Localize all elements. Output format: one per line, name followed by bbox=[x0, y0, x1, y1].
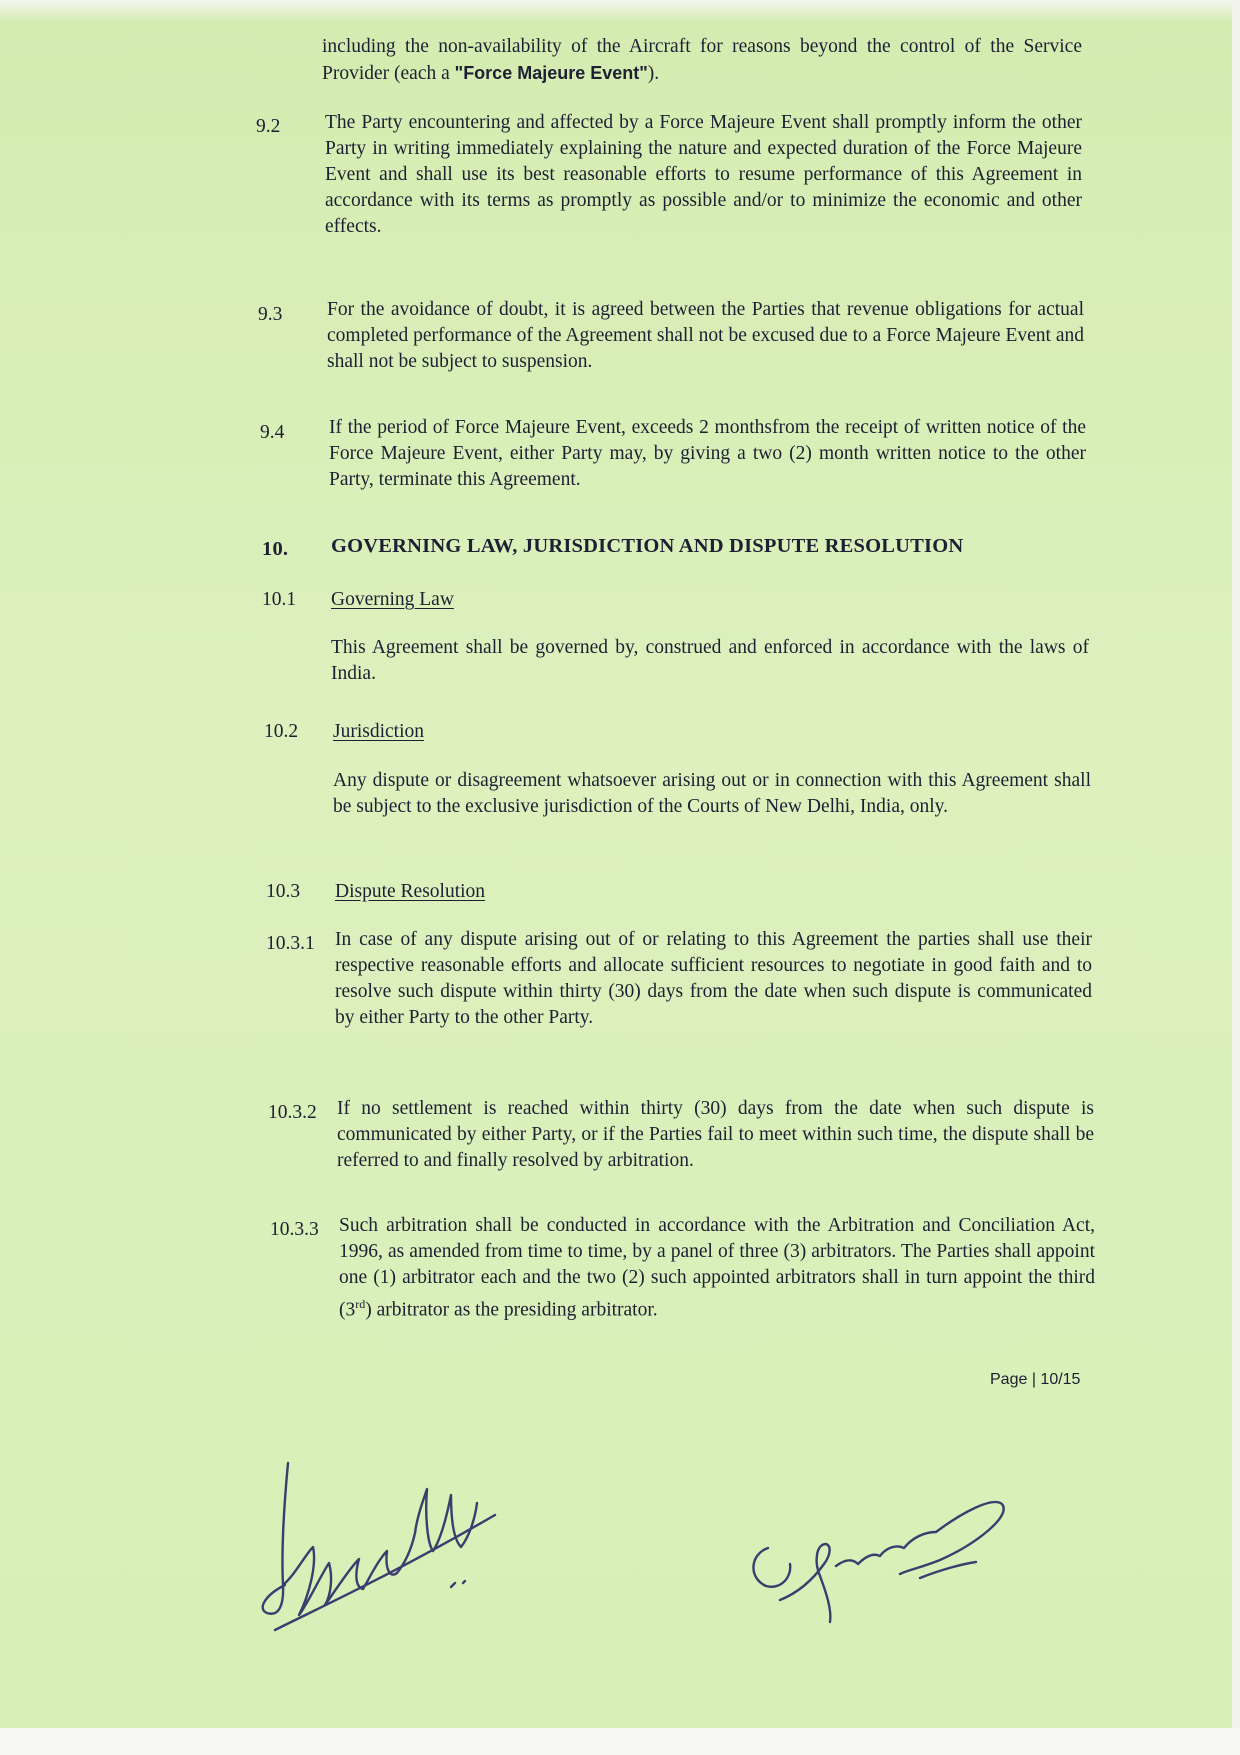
ordinal-superscript: rd bbox=[355, 1297, 366, 1311]
scan-right-edge bbox=[1232, 0, 1240, 1755]
clause-10-2-number: 10.2 bbox=[264, 721, 299, 742]
continuation-end: ). bbox=[647, 63, 660, 84]
clause-10-1-title: Governing Law bbox=[331, 589, 454, 610]
clause-9-4-text: If the period of Force Majeure Event, exceeds 2 monthsfrom the receipt of written notice of the Force Majeure Event, either Party may, by giving a two (2) month written notice to the other Party, terminate this Agreement. bbox=[329, 417, 1086, 490]
clause-10-1-text: This Agreement shall be governed by, construed and enforced in accordance with the laws of India. bbox=[331, 637, 1089, 684]
clause-9-2-number: 9.2 bbox=[256, 116, 281, 137]
clause-10-3-1-text: In case of any dispute arising out of or relating to this Agreement the parties shall use their respective reasonable efforts and allocate sufficient resources to negotiate in good faith and to resolve such dispute within thirty (30) days from the date when such dispute is communicated by either Party to the other Party. bbox=[335, 929, 1092, 1028]
clause-10-title: GOVERNING LAW, JURISDICTION AND DISPUTE RESOLUTION bbox=[331, 535, 964, 557]
scan-top-edge bbox=[0, 0, 1240, 22]
signature-right bbox=[740, 1482, 1020, 1632]
force-majeure-defined-term: "Force Majeure Event" bbox=[454, 63, 648, 83]
clause-9-2-text: The Party encountering and affected by a Force Majeure Event shall promptly inform the other Party in writing immediately explaining the nature and expected duration of the Force Majeure Event and shall use its best reasonable efforts to resume performance of this Agreement in accordance with its terms as promptly as possible and/or to minimize the economic and other effects. bbox=[325, 112, 1082, 237]
clause-10-3-3-number: 10.3.3 bbox=[270, 1219, 319, 1240]
clause-10-3-2-number: 10.3.2 bbox=[268, 1102, 317, 1123]
clause-10-3-2-text: If no settlement is reached within thirty (30) days from the date when such dispute is communicated by either Party, or if the Parties fail to meet within such time, the dispute shall be referred to and finally resolved by arbitration. bbox=[337, 1098, 1094, 1171]
clause-10-2-title: Jurisdiction bbox=[333, 721, 424, 742]
clause-10-3-title: Dispute Resolution bbox=[335, 881, 486, 902]
clause-10-number: 10. bbox=[262, 538, 289, 560]
clause-10-1-number: 10.1 bbox=[262, 589, 297, 610]
clause-9-1-continuation bbox=[322, 34, 1082, 87]
clause-10-3-1-number: 10.3.1 bbox=[266, 933, 315, 954]
clause-10-3-3-text bbox=[339, 1213, 1095, 1324]
clause-9-3-number: 9.3 bbox=[258, 304, 283, 325]
clause-10-3-3-end: ) arbitrator as the presiding arbitrator. bbox=[365, 1299, 658, 1321]
page-number: Page | 10/15 bbox=[990, 1371, 1081, 1388]
scan-bottom-edge bbox=[0, 1728, 1240, 1755]
clause-9-4-number: 9.4 bbox=[260, 422, 285, 443]
clause-10-2-text: Any dispute or disagreement whatsoever arising out or in connection with this Agreement shall be subject to the exclusive jurisdiction of the Courts of New Delhi, India, only. bbox=[333, 770, 1091, 817]
clause-10-3-3-body: Such arbitration shall be conducted in accordance with the Arbitration and Conciliation Act, 1996, as amended from time to time, by a panel of three (3) arbitrators. The Parties shall appoint one (1) arbitrator each and the two (2) such appointed arbitrators shall in turn appoint the third (3 bbox=[339, 1215, 1095, 1321]
signature-left bbox=[255, 1455, 505, 1645]
clause-10-3-number: 10.3 bbox=[266, 881, 301, 902]
clause-9-3-text: For the avoidance of doubt, it is agreed between the Parties that revenue obligations for actual completed performance of the Agreement shall not be excused due to a Force Majeure Event and shall not be subject to suspension. bbox=[327, 299, 1084, 372]
continuation-text: including the non-availability of the Aircraft for reasons beyond the control of the Service Provider (each a bbox=[322, 36, 1082, 84]
